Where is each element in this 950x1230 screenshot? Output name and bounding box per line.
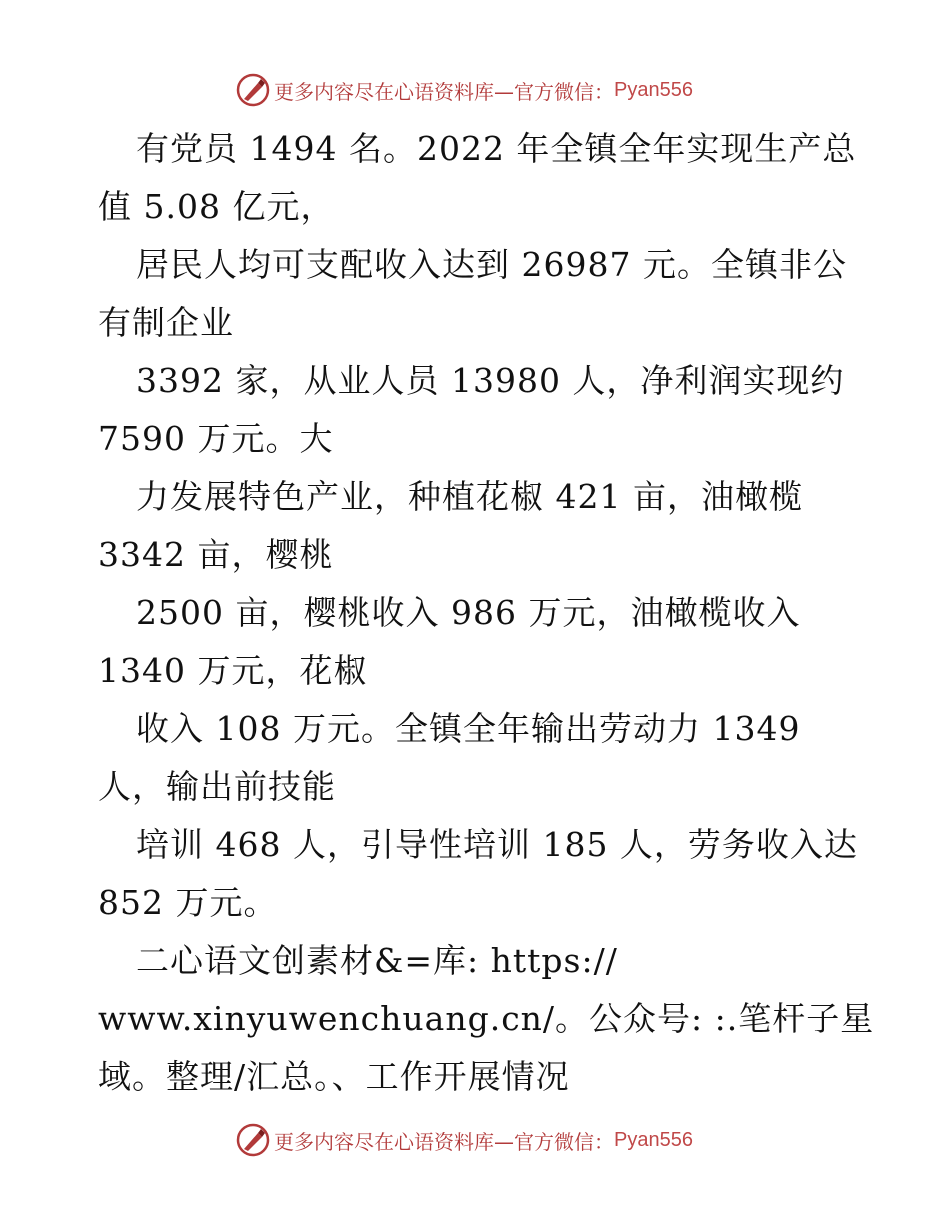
banner-text: 更多内容尽在心语资料库—官方微信： bbox=[274, 79, 614, 104]
footer-banner bbox=[236, 1122, 693, 1158]
text-line: 852 万元。 bbox=[98, 883, 278, 922]
text-line: 收入 108 万元。全镇全年输出劳动力 1349 bbox=[136, 709, 801, 748]
text-line: 人，输出前技能 bbox=[98, 767, 336, 806]
text-line: 1340 万元，花椒 bbox=[98, 651, 368, 690]
header-banner bbox=[236, 72, 693, 108]
text-line: 2500 亩，樱桃收入 986 万元，油橄榄收入 bbox=[136, 593, 801, 632]
pen-logo-icon bbox=[236, 73, 270, 107]
text-line: 3392 家，从业人员 13980 人，净利润实现约 bbox=[136, 361, 845, 400]
banner-wechat-id: Pyan556 bbox=[614, 78, 693, 101]
text-line: 居民人均可支配收入达到 26987 元。全镇非公 bbox=[136, 245, 847, 284]
text-line: 3342 亩，樱桃 bbox=[98, 535, 334, 574]
text-line: 值 5.08 亿元， bbox=[98, 187, 335, 226]
text-line: www.xinyuwenchuang.cn/。公众号: :.笔杆子星 bbox=[98, 999, 875, 1038]
banner-wechat-id: Pyan556 bbox=[614, 1128, 693, 1151]
text-line: 7590 万元。大 bbox=[98, 419, 334, 458]
text-line: 有党员 1494 名。2022 年全镇全年实现生产总 bbox=[136, 129, 857, 168]
text-line: 培训 468 人，引导性培训 185 人，劳务收入达 bbox=[136, 825, 858, 864]
text-line: 力发展特色产业，种植花椒 421 亩，油橄榄 bbox=[136, 477, 803, 516]
text-line: 域。整理/汇总。、工作开展情况 bbox=[98, 1057, 570, 1096]
text-line: 有制企业 bbox=[98, 303, 234, 342]
pen-logo-icon bbox=[236, 1123, 270, 1157]
document-body bbox=[98, 120, 878, 1106]
text-line: 二心语文创素材&=库: https:// bbox=[136, 941, 618, 980]
banner-text: 更多内容尽在心语资料库—官方微信： bbox=[274, 1129, 614, 1154]
